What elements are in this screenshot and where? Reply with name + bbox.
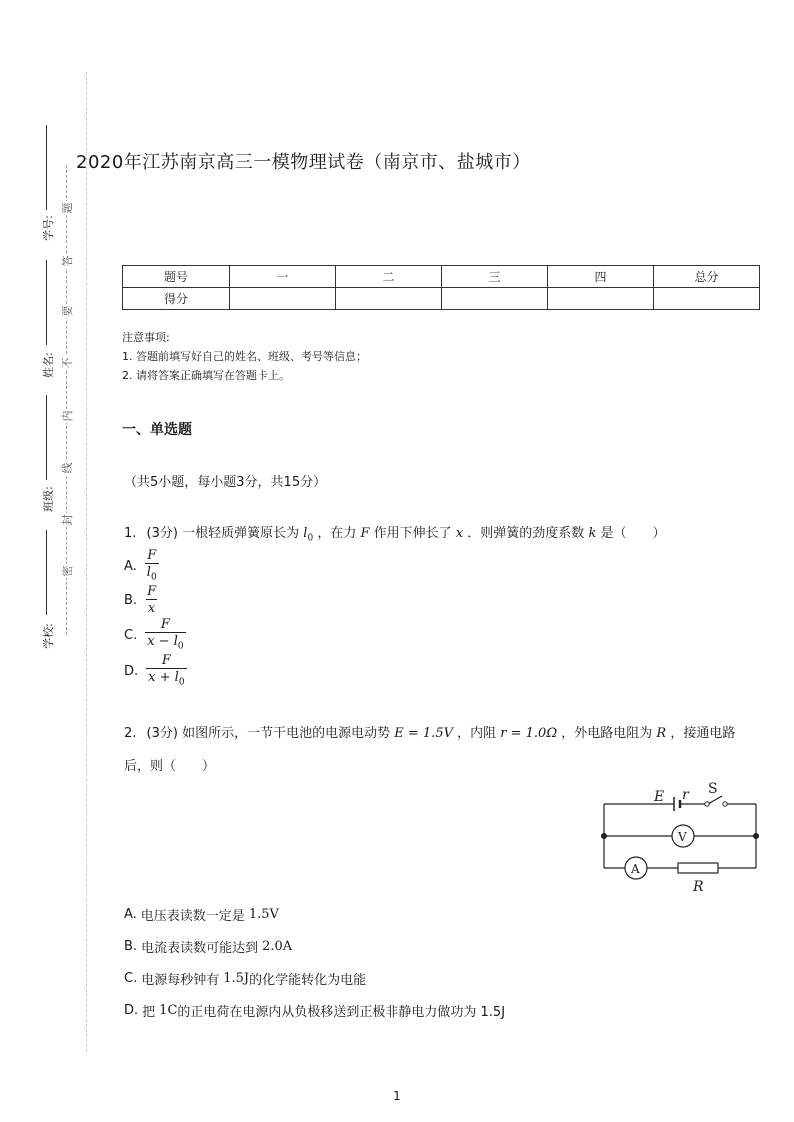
math-var: l [303, 526, 308, 541]
score-table-score-row [123, 288, 760, 310]
switch-terminal [705, 802, 709, 806]
notes [122, 328, 367, 385]
question-score: (3分) [146, 526, 178, 541]
option-text: 把 [142, 1005, 156, 1020]
score-header-cell: 总分 [654, 266, 760, 288]
name-label: 姓名: [42, 352, 55, 378]
seal-char: 题 [61, 202, 74, 214]
math-var: R [656, 726, 667, 741]
school-label: 学校: [42, 623, 55, 649]
q1-option-d[interactable] [124, 653, 187, 691]
question-text: 一根轻质弹簧原长为 [182, 526, 300, 541]
math-expr: E = 1.5V [394, 726, 453, 741]
exam-title: 2020年江苏南京高三一模物理试卷（南京市、盐城市） [76, 152, 531, 173]
option-text: 的正电荷在电源内从负极移送到正极非静电力做功为 1.5J [177, 1005, 506, 1020]
resistor [678, 863, 718, 873]
score-table [122, 265, 760, 310]
question-text: ，外电路电阻为 [561, 726, 653, 741]
math-sub: 0 [178, 677, 185, 688]
math-expr: x + [148, 670, 175, 685]
option-label: B. [124, 939, 138, 954]
math-var: l [174, 670, 179, 685]
student-id-label: 学号: [42, 215, 55, 241]
score-header-cell: 一 [230, 266, 336, 288]
q2-option-a[interactable] [124, 905, 279, 924]
fraction-numerator: F [147, 584, 157, 599]
question-text: ．则弹簧的劲度系数 [467, 526, 585, 541]
q2-option-d[interactable] [124, 1001, 505, 1020]
score-cell[interactable] [442, 288, 548, 310]
question-2 [124, 724, 735, 744]
question-text: 是（ ） [600, 526, 666, 541]
option-value: 1.5J [223, 971, 250, 986]
switch-label: S [708, 781, 718, 797]
score-header-cell: 二 [336, 266, 442, 288]
junction-dot [753, 833, 759, 839]
q1-option-a[interactable] [124, 548, 159, 586]
score-header-cell: 三 [442, 266, 548, 288]
question-text: ，内阻 [457, 726, 497, 741]
math-expr: r = 1.0Ω [500, 726, 558, 741]
option-label: C. [124, 628, 138, 644]
math-var: l [173, 634, 178, 649]
math-var: k [588, 526, 597, 541]
option-label: A. [124, 559, 137, 575]
switch-blade [708, 796, 722, 804]
class-label: 班级: [42, 486, 55, 512]
q2-option-c[interactable] [124, 969, 366, 988]
question-score: (3分) [146, 726, 178, 741]
score-row-label: 得分 [123, 288, 230, 310]
score-header-cell: 题号 [123, 266, 230, 288]
seal-char: 线 [61, 462, 74, 474]
option-value: 2.0A [262, 939, 293, 954]
resistor-label: R [693, 879, 704, 895]
option-label: C. [124, 971, 138, 986]
q2-option-b[interactable] [124, 937, 292, 956]
notes-item: 1. 答题前填写好自己的姓名、班级、考号等信息； [122, 350, 367, 363]
q1-option-c[interactable] [124, 617, 186, 655]
fraction-denominator [146, 599, 157, 616]
fraction-denominator [145, 563, 159, 586]
option-value: 1.5V [248, 907, 279, 922]
circuit-diagram [596, 780, 766, 895]
q1-option-b[interactable] [124, 584, 158, 616]
math-var: l [146, 565, 151, 580]
option-text: 电流表读数可能达到 [141, 941, 259, 956]
seal-char: 内 [61, 410, 74, 422]
seal-char: 答 [61, 255, 74, 267]
question-number: 1. [124, 526, 137, 541]
option-label: D. [124, 664, 139, 680]
emf-label: E [654, 789, 665, 805]
option-label: D. [124, 1003, 139, 1018]
page-number: 1 [393, 1089, 401, 1103]
question-number: 2. [124, 726, 137, 741]
option-text: 电压表读数一定是 [140, 909, 245, 924]
math-expr: x − [147, 634, 174, 649]
seal-char: 不 [61, 357, 74, 369]
score-cell[interactable] [654, 288, 760, 310]
student-id-line [46, 125, 47, 210]
score-cell[interactable] [336, 288, 442, 310]
fraction-denominator [145, 632, 185, 655]
seal-char: 要 [61, 305, 74, 317]
question-2-line2: 后，则（ ） [124, 759, 216, 774]
seal-char: 封 [61, 514, 74, 526]
binding-dashed-line [86, 72, 87, 1052]
math-var: x [455, 526, 464, 541]
internal-resistance-label: r [682, 787, 689, 803]
fraction-numerator: F [147, 548, 157, 563]
score-header-cell: 四 [548, 266, 654, 288]
switch-terminal [723, 802, 727, 806]
notes-item: 2. 请将答案正确填写在答题卡上。 [122, 369, 290, 382]
fraction-numerator: F [161, 653, 171, 668]
name-line [46, 260, 47, 345]
math-sub: 0 [150, 572, 157, 583]
math-var: F [360, 526, 370, 541]
score-table-header-row [123, 266, 760, 288]
question-text: 如图所示，一节干电池的电源电动势 [182, 726, 391, 741]
question-text: 作用下伸长了 [373, 526, 452, 541]
option-value: 1C [159, 1003, 178, 1018]
question-text: ，在力 [317, 526, 357, 541]
notes-heading: 注意事项: [122, 331, 170, 344]
fraction-denominator [146, 668, 186, 691]
fraction [146, 653, 186, 691]
section-title: 一、单选题 [122, 422, 192, 438]
score-cell[interactable] [230, 288, 336, 310]
school-line [46, 530, 47, 615]
fraction [145, 548, 159, 586]
fraction [145, 617, 185, 655]
option-text: 的化学能转化为电能 [249, 973, 367, 988]
question-text: ，接通电路 [670, 726, 736, 741]
option-label: A. [124, 907, 137, 922]
math-var: x [147, 601, 156, 616]
math-sub: 0 [307, 533, 314, 544]
ammeter-label: A [631, 862, 640, 876]
seal-char: 密 [61, 565, 74, 577]
section-info: （共5小题，每小题3分，共15分） [124, 475, 327, 490]
question-1 [124, 524, 665, 549]
class-line [46, 395, 47, 480]
math-sub: 0 [177, 641, 184, 652]
fraction [145, 584, 158, 616]
option-text: 电源每秒钟有 [141, 973, 220, 988]
score-cell[interactable] [548, 288, 654, 310]
junction-dot [601, 833, 607, 839]
voltmeter-label: V [678, 830, 687, 844]
option-label: B. [124, 592, 138, 608]
fraction-numerator: F [160, 617, 170, 632]
